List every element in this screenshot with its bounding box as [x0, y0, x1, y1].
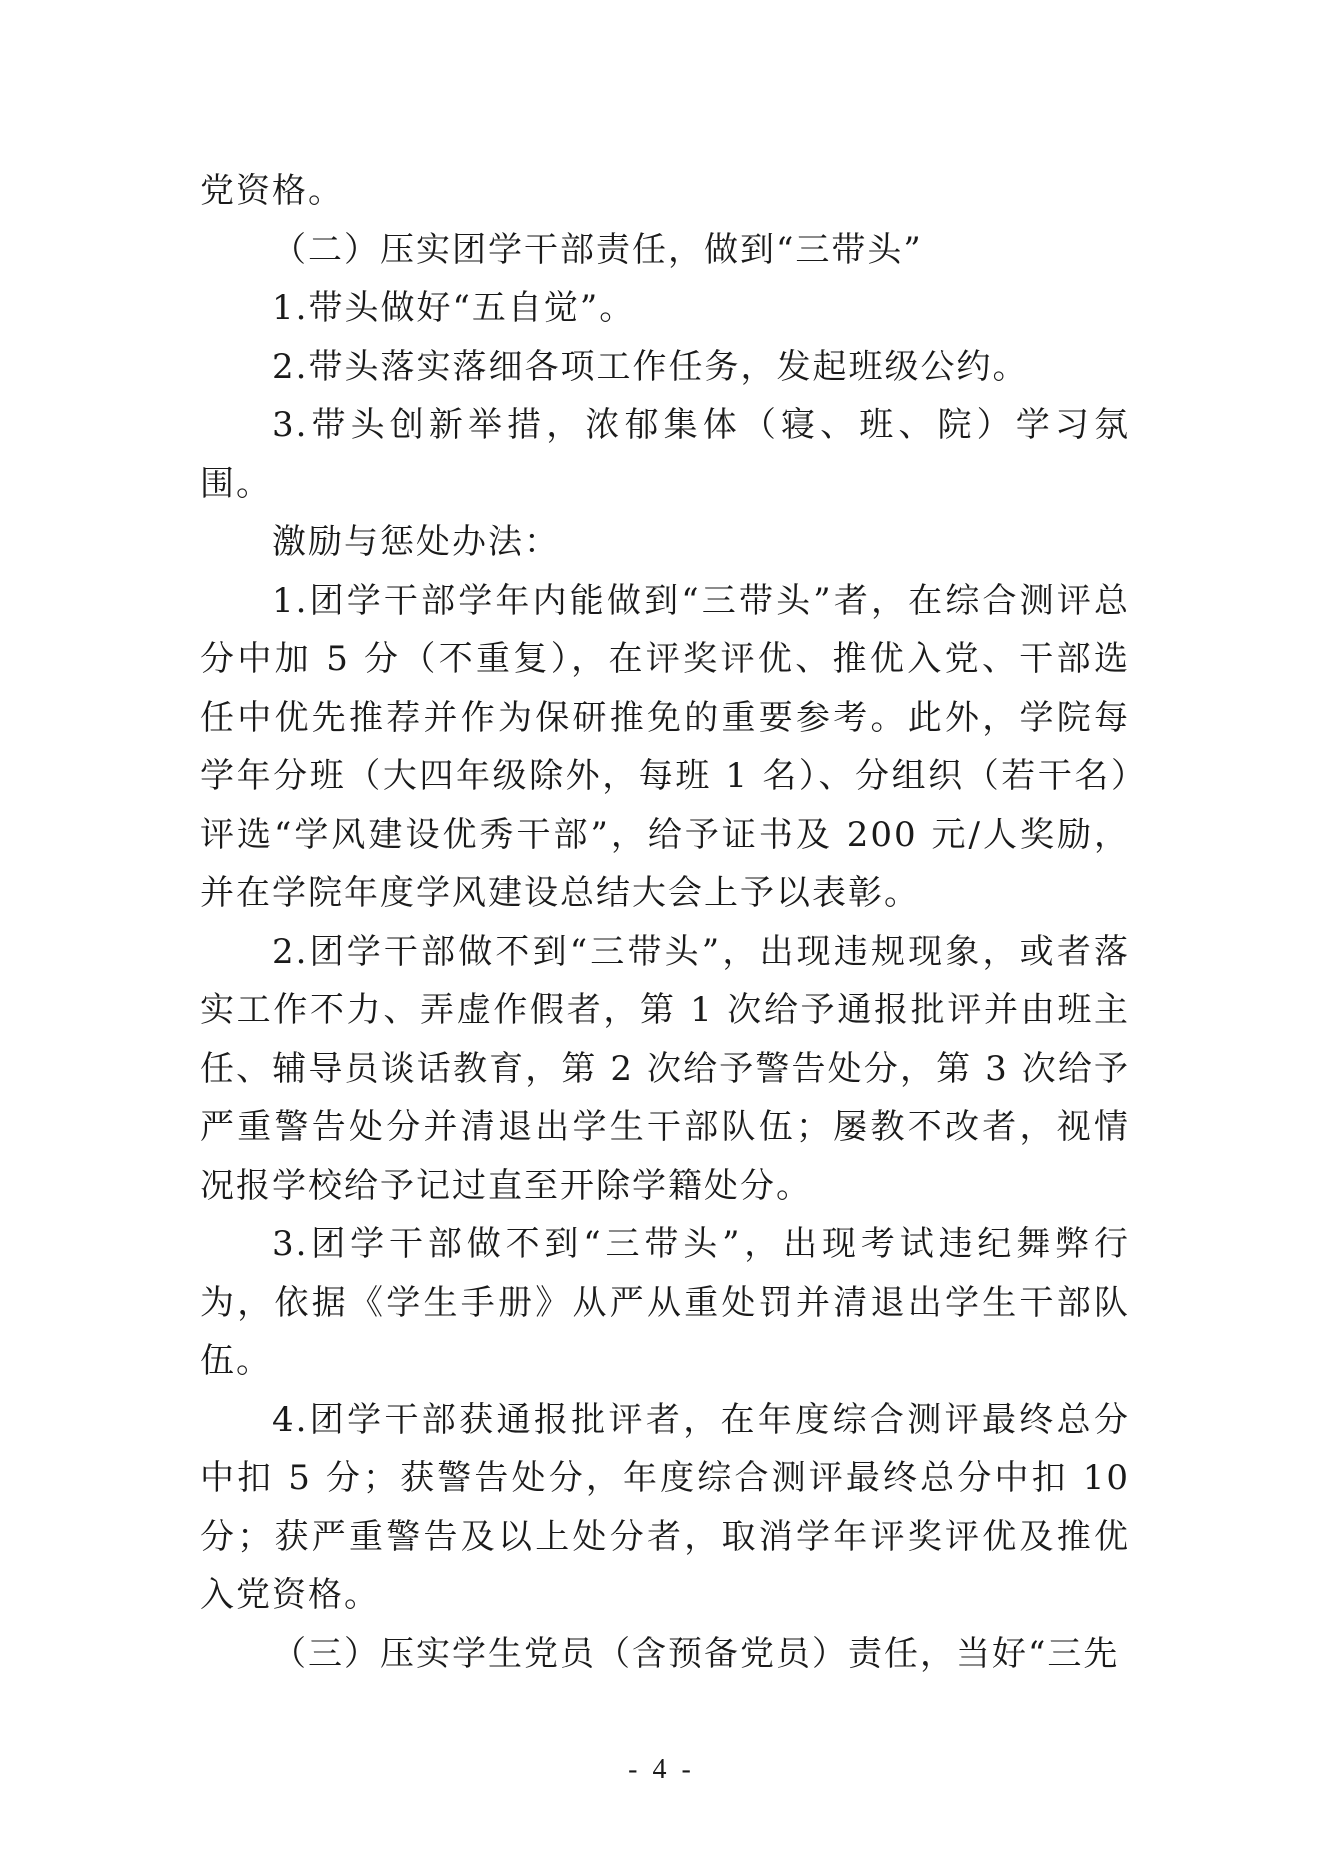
rule-paragraph-1: 1.团学干部学年内能做到“三带头”者，在综合测评总分中加 5 分（不重复），在评奖评优、推优入党、干部选任中优先推荐并作为保研推免的重要参考。此外，学院每学年分班（大四年级除外，每班 1 名）、分组织（若干名）评选“学风建设优秀干部”，给予证书及 200 元/人奖励，并在学院年度学风建设总结大会上予以表彰。 [200, 580, 1130, 913]
page-number: - 4 - [628, 1754, 695, 1785]
list-item-2: 2.带头落实落细各项工作任务，发起班级公约。 [272, 346, 1029, 387]
rule-paragraph-2: 2.团学干部做不到“三带头”，出现违规现象，或者落实工作不力、弄虚作假者，第 1 次给予通报批评并由班主任、辅导员谈话教育，第 2 次给予警告处分，第 3 次给予严重警告处分并清退出学生干部队伍；屡教不改者，视情况报学校给予记过直至开除学籍处分。 [200, 931, 1130, 1206]
paragraph-continuation: 党资格。 [200, 171, 344, 211]
section-heading-2: （二）压实团学干部责任，做到“三带头” [272, 229, 923, 270]
subheading-incentives: 激励与惩处办法： [272, 522, 560, 562]
list-item-3: 3.带头创新举措，浓郁集体（寝、班、院）学习氛围。 [200, 405, 1130, 504]
rule-paragraph-3: 3.团学干部做不到“三带头”，出现考试违纪舞弊行为，依据《学生手册》从严从重处罚并清退出学生干部队伍。 [200, 1224, 1130, 1381]
body-text [200, 162, 1130, 1683]
section-heading-3: （三）压实学生党员（含预备党员）责任，当好“三先 [272, 1633, 1120, 1674]
list-item-1: 1.带头做好“五自觉”。 [272, 288, 636, 328]
rule-paragraph-4: 4.团学干部获通报批评者，在年度综合测评最终总分中扣 5 分；获警告处分，年度综合测评最终总分中扣 10 分；获严重警告及以上处分者，取消学年评奖评优及推优入党资格。 [200, 1399, 1130, 1615]
